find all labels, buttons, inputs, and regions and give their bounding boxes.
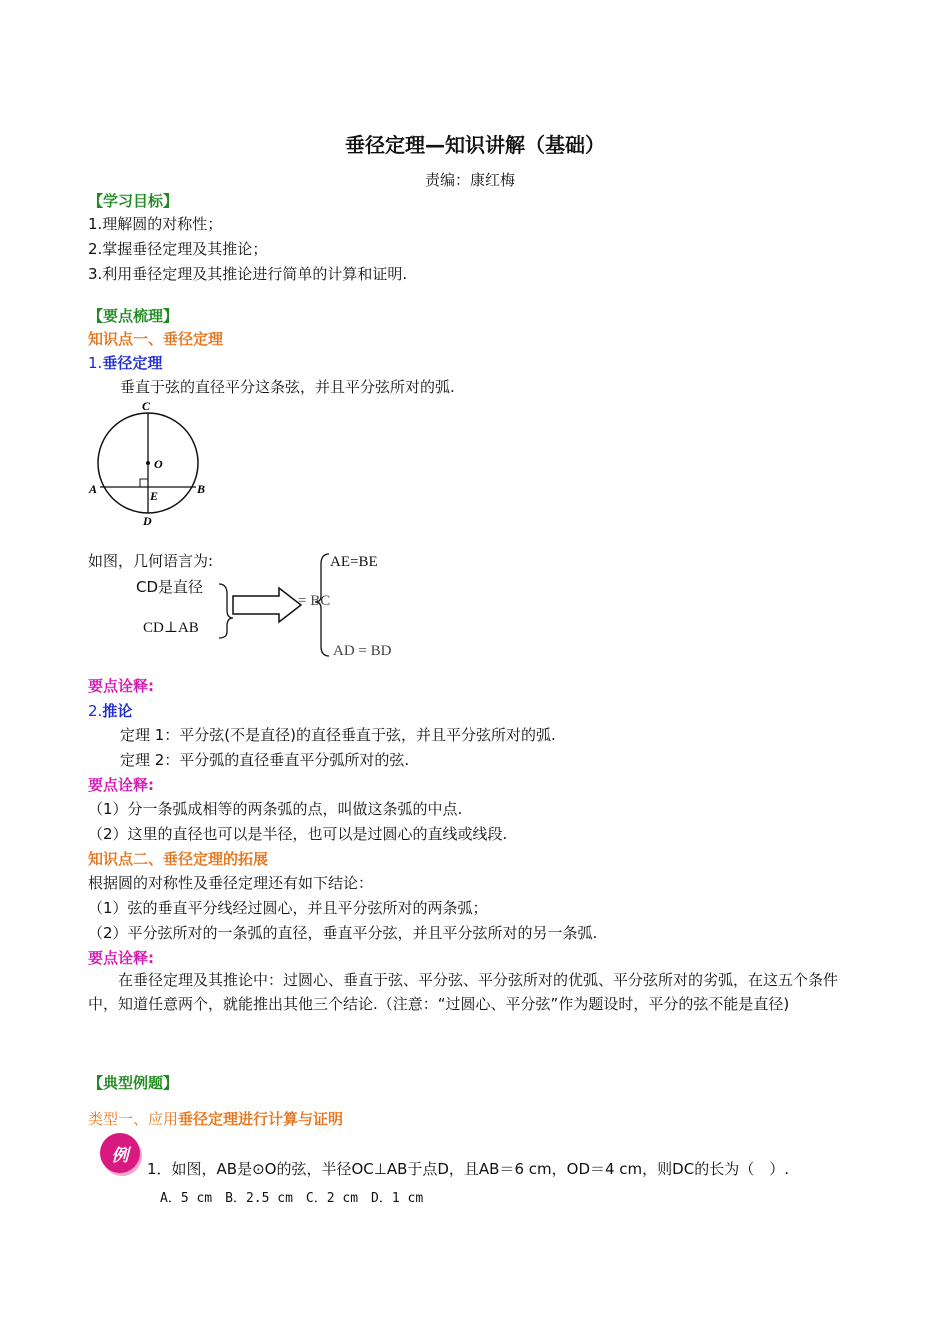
- label-o: O: [154, 457, 163, 471]
- result-equals: =: [358, 643, 367, 659]
- type-1-heading: [88, 1108, 343, 1129]
- editor-line: 责编：康红梅: [425, 171, 516, 189]
- label-a: A: [89, 482, 98, 496]
- circle-figure: [85, 396, 220, 531]
- condition-perpendicular: CD⊥AB: [143, 620, 199, 636]
- label-b: B: [197, 482, 206, 496]
- example-badge-label: 例: [111, 1146, 129, 1166]
- center-point: [146, 461, 150, 465]
- extension-intro: 根据圆的对称性及垂径定理还有如下结论：: [88, 874, 374, 892]
- type-1-title: 垂径定理进行计算与证明: [178, 1110, 344, 1128]
- section-2-heading: [88, 700, 132, 721]
- theorem-statement: 垂直于弦的直径平分这条弦，并且平分弦所对的弧.: [120, 378, 455, 396]
- section-1-number: 1.: [88, 354, 103, 372]
- arc-ad: AD: [333, 643, 355, 659]
- note-heading: 要点诠释:: [88, 677, 154, 695]
- geometry-language-intro: 如图，几何语言为:: [88, 552, 214, 570]
- result-equals: =: [298, 593, 311, 609]
- question-1-options: A．5 cm B．2.5 cm C．2 cm D．1 cm: [160, 1191, 424, 1206]
- arc-bc: BC: [310, 593, 331, 609]
- note-item: （1）分一条弧成相等的两条弧的点，叫做这条弧的中点.: [88, 800, 463, 818]
- page-title: 垂径定理—知识讲解（基础）: [345, 133, 605, 157]
- condition-diameter: CD是直径: [136, 578, 204, 596]
- result-ae-be: AE=BE: [330, 554, 378, 570]
- knowledge-point-1: 知识点一、垂径定理: [88, 330, 224, 348]
- extension-item: （1）弦的垂直平分线经过圆心，并且平分弦所对的两条弧；: [88, 899, 488, 917]
- label-c: C: [142, 399, 151, 413]
- corollary-1: 定理 1：平分弦(不是直径)的直径垂直于弦，并且平分弦所对的弧.: [120, 726, 556, 744]
- implies-arrow: [233, 588, 301, 622]
- type-1-prefix: 类型一、应用: [88, 1110, 179, 1128]
- arc-bd: BD: [370, 643, 392, 659]
- goals-heading: 【学习目标】: [88, 192, 179, 210]
- points-heading: 【要点梳理】: [88, 307, 179, 325]
- corollary-2: 定理 2：平分弧的直径垂直平分弧所对的弦.: [120, 751, 410, 769]
- section-2-number: 2.: [88, 702, 103, 720]
- result-arc-ac-bc: [298, 591, 330, 611]
- goal-item: 2.掌握垂径定理及其推论；: [88, 240, 268, 258]
- examples-heading: 【典型例题】: [88, 1074, 179, 1092]
- example-badge: [100, 1133, 140, 1173]
- note-heading: 要点诠释:: [88, 776, 154, 794]
- right-angle-mark: [140, 479, 148, 487]
- goal-item: 3.利用垂径定理及其推论进行简单的计算和证明.: [88, 265, 408, 283]
- note-heading: 要点诠释:: [88, 949, 154, 967]
- summary-paragraph: 在垂径定理及其推论中：过圆心、垂直于弦、平分弦、平分弦所对的优弧、平分弦所对的劣弧，在这五个条件中，知道任意两个，就能推出其他三个结论.（注意：“过圆心、平分弦”作为题设时，平分的弦不能是直径): [88, 971, 839, 1013]
- label-d: D: [143, 514, 152, 528]
- extension-item: （2）平分弦所对的一条弧的直径，垂直平分弦，并且平分弦所对的另一条弧.: [88, 924, 598, 942]
- question-1: 1．如图，AB是⊙O的弦，半径OC⊥AB于点D，且AB＝6 cm，OD＝4 cm，则DC的长为（ ）.: [147, 1160, 789, 1178]
- section-1-title: 垂径定理: [102, 354, 163, 372]
- section-1-heading: [88, 352, 162, 373]
- knowledge-point-2: 知识点二、垂径定理的拓展: [88, 850, 269, 868]
- label-e: E: [150, 489, 159, 503]
- result-arc-ad-bd: [333, 641, 391, 661]
- left-brace: [219, 584, 233, 638]
- note-item: （2）这里的直径也可以是半径，也可以是过圆心的直线或线段.: [88, 825, 508, 843]
- goal-item: 1.理解圆的对称性；: [88, 215, 223, 233]
- section-2-title: 推论: [102, 702, 133, 720]
